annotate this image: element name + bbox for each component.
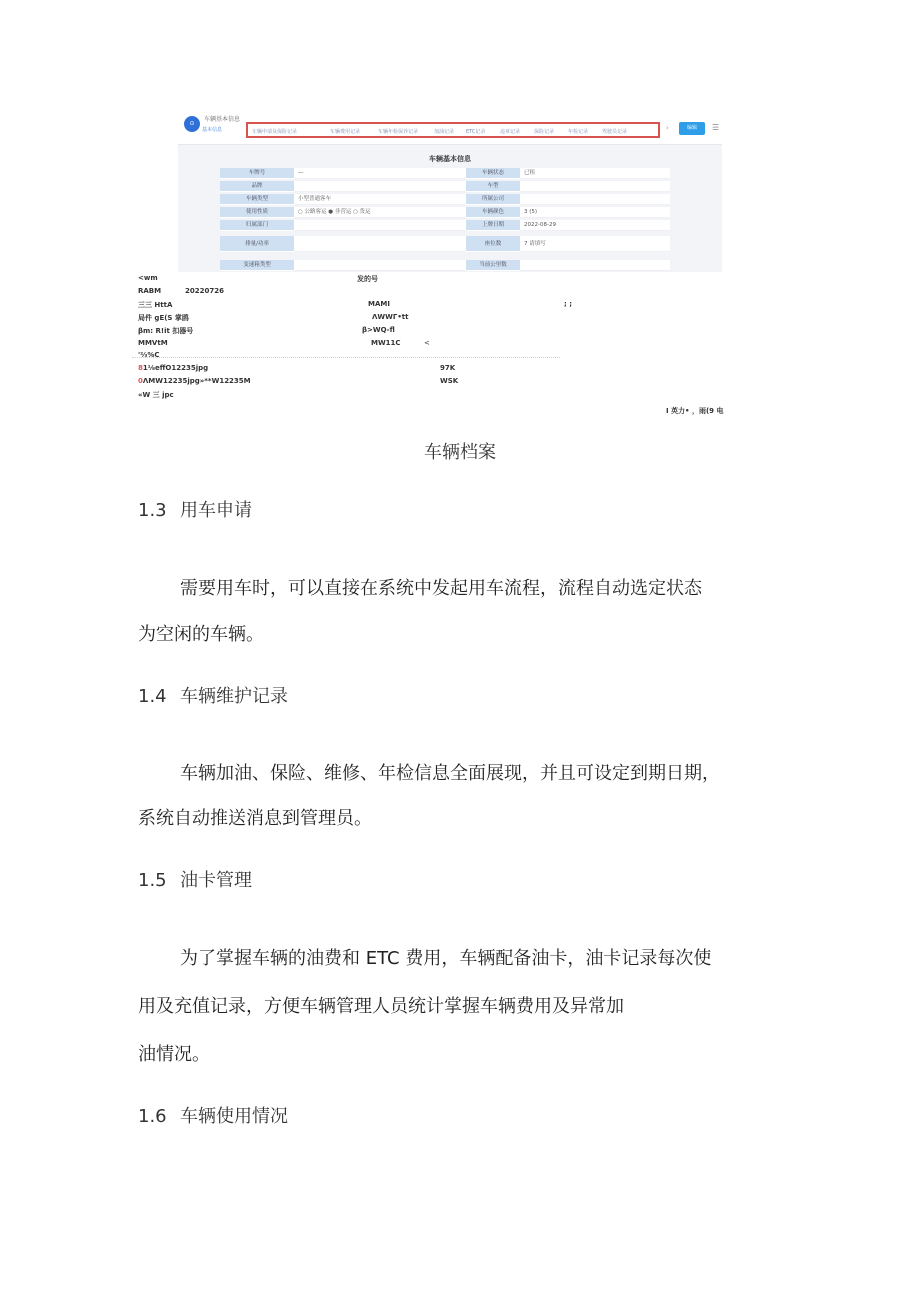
app-logo-icon: ⊙ — [184, 116, 200, 132]
ocr-text: MMVtM — [138, 339, 168, 347]
section-title: 油卡管理 — [180, 870, 252, 891]
field-value[interactable] — [520, 194, 670, 205]
section-number: 1.3 — [138, 500, 167, 521]
field-value[interactable] — [294, 260, 466, 271]
ocr-text: MAMI — [368, 300, 390, 308]
app-header — [178, 108, 722, 145]
ocr-text: RABM — [138, 287, 162, 295]
section-title: 车辆使用情况 — [180, 1106, 288, 1127]
field-value[interactable]: — — [294, 168, 466, 179]
ocr-text: 97K — [440, 364, 456, 372]
tab-record[interactable]: 年检记录 — [568, 129, 589, 135]
field-value[interactable]: 已租 — [520, 168, 670, 179]
ocr-text: 20220726 — [185, 287, 224, 295]
field-label: 车辆状态 — [466, 168, 520, 179]
ocr-text: 三三 HttA — [138, 301, 173, 309]
chevron-right-icon[interactable]: › — [666, 124, 669, 132]
tab-record[interactable]: 保险记录 — [534, 129, 555, 135]
field-label: 车辆颜色 — [466, 207, 520, 218]
app-title: 车辆基本信息 — [204, 116, 241, 123]
field-value[interactable] — [294, 220, 466, 231]
menu-icon[interactable]: ☰ — [712, 123, 720, 132]
tab-record[interactable]: 加油记录 — [434, 129, 455, 135]
section-heading-1-4 — [138, 682, 288, 708]
ocr-text: 发的号 — [357, 275, 378, 283]
ocr-text: ΛMW12235jpg»**W12235M — [142, 377, 251, 385]
ocr-text: <wm — [138, 274, 158, 282]
field-value[interactable]: 小型普通客车 — [294, 194, 466, 205]
ocr-text: «W 三 jpc — [138, 391, 174, 399]
ocr-mark: 8 — [138, 364, 143, 372]
section-heading-1-3 — [138, 496, 252, 522]
ocr-text: ; ; — [564, 300, 573, 308]
tab-record[interactable]: 车辆年检保养记录 — [378, 129, 419, 135]
field-label: 品牌 — [220, 181, 294, 192]
field-label: 座位数 — [466, 236, 520, 252]
figure-caption: 车辆档案 — [424, 442, 496, 463]
section-number: 1.5 — [138, 870, 167, 891]
edit-button[interactable]: 编辑 — [679, 122, 705, 135]
section-number: 1.4 — [138, 686, 167, 707]
vehicle-info-screenshot — [178, 108, 722, 272]
paragraph-line: 为了掌握车辆的油费和 ETC 费用，车辆配备油卡，油卡记录每次使 — [180, 948, 712, 969]
ocr-text: β>WQ-fl — [362, 326, 395, 334]
field-label: 变速箱类型 — [220, 260, 294, 271]
paragraph-line: 用及充值记录，方便车辆管理人员统计掌握车辆费用及异常加 — [138, 996, 624, 1017]
ocr-text: < — [424, 339, 430, 347]
section-title: 车辆维护记录 — [180, 686, 288, 707]
ocr-text: '⅔%C — [138, 351, 160, 359]
section-title: 用车申请 — [180, 500, 252, 521]
field-value[interactable]: 7 请填写 — [520, 236, 670, 252]
ocr-text: βm: R!it 扣器号 — [138, 327, 194, 335]
ocr-text: 1⅛effO12235jpg — [142, 364, 209, 372]
section-heading-1-5 — [138, 866, 252, 892]
paragraph-line: 为空闲的车辆。 — [138, 624, 264, 645]
tab-record[interactable]: 驾驶员记录 — [602, 129, 628, 135]
ocr-file-row — [138, 377, 251, 385]
ocr-text: ΛWWΓ•tt — [372, 313, 409, 321]
ocr-text: MW11C — [371, 339, 401, 347]
field-label: 车牌号 — [220, 168, 294, 179]
section-heading-1-6 — [138, 1102, 288, 1128]
field-value[interactable]: 2022-08-29 — [520, 220, 670, 231]
paragraph-line: 车辆加油、保险、维修、年检信息全面展现，并且可设定到期日期， — [180, 763, 720, 784]
field-label: 排量/功率 — [220, 236, 294, 252]
field-label: 所属公司 — [466, 194, 520, 205]
tab-basic-info[interactable]: 基本信息 — [202, 127, 223, 133]
paragraph-line: 需要用车时，可以直接在系统中发起用车流程，流程自动选定状态 — [180, 578, 702, 599]
paragraph-line: 系统自动推送消息到管理员。 — [138, 808, 372, 829]
usage-radio-group[interactable]: ○ 公路客运 ● 非营运 ○ 货运 — [294, 207, 466, 218]
tab-record[interactable]: 车辆费用记录 — [330, 129, 361, 135]
field-value[interactable] — [520, 181, 670, 192]
field-label: 车辆类型 — [220, 194, 294, 205]
ocr-mark: 0 — [138, 377, 143, 385]
section-number: 1.6 — [138, 1106, 167, 1127]
record-tabs-highlight — [246, 122, 660, 138]
divider — [132, 357, 560, 358]
field-label: 使用性质 — [220, 207, 294, 218]
form-title: 车辆基本信息 — [429, 155, 471, 163]
field-value[interactable] — [294, 236, 466, 252]
field-value[interactable]: 3 (5) — [520, 207, 670, 218]
field-label: 归属部门 — [220, 220, 294, 231]
ocr-text: WSK — [440, 377, 459, 385]
field-value[interactable] — [520, 260, 670, 271]
ocr-file-row — [138, 364, 208, 372]
paragraph-line: 油情况。 — [138, 1044, 210, 1065]
field-label: 车型 — [466, 181, 520, 192]
field-value[interactable] — [294, 181, 466, 192]
field-label: 当前公里数 — [466, 260, 520, 271]
ocr-text: 局件 gE(S 掌鸥 — [138, 314, 189, 322]
tab-record[interactable]: 车辆申请及保险记录 — [252, 129, 298, 135]
ocr-text: I 英力• ，雨(9 电 — [666, 407, 724, 415]
tab-record[interactable]: ETC记录 — [466, 129, 486, 135]
tab-record[interactable]: 违章记录 — [500, 129, 521, 135]
field-label: 上牌日期 — [466, 220, 520, 231]
